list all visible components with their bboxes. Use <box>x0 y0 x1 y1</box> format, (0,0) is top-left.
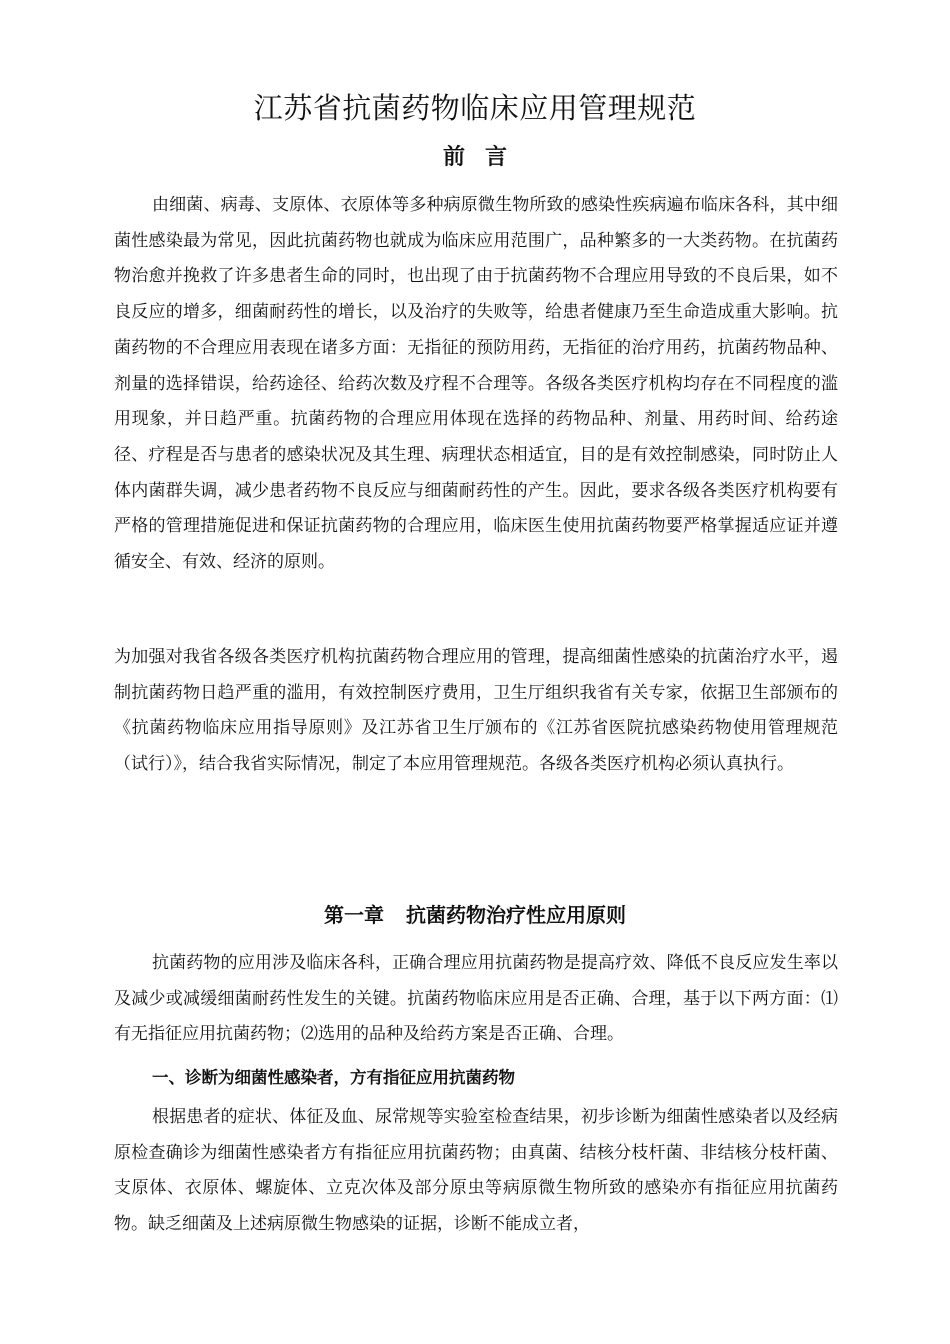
section-heading: 一、诊断为细菌性感染者，方有指征应用抗菌药物 <box>152 1068 515 1087</box>
preface-heading: 前言 <box>442 145 527 170</box>
section-paragraph: 根据患者的症状、体征及血、尿常规等实验室检查结果，初步诊断为细菌性感染者以及经病原检查确诊为细菌性感染者方有指征应用抗菌药物；由真菌、结核分枝杆菌、非结核分枝杆菌、支原体、衣原体、螺旋体、立克次体及部分原虫等病原微生物所致的感染亦有指征应用抗菌药物。缺乏细菌及上述病原微生物感染的证据，诊断不能成立者， <box>114 1107 838 1235</box>
chapter-heading <box>0 897 950 933</box>
document-title: 江苏省抗菌药物临床应用管理规范 <box>253 91 697 125</box>
chapter-title: 抗菌药物治疗性应用原则 <box>406 903 626 927</box>
preface-paragraph-2: 为加强对我省各级各类医疗机构抗菌药物合理应用的管理，提高细菌性感染的抗菌治疗水平，遏制抗菌药物日趋严重的滥用，有效控制医疗费用，卫生厅组织我省有关专家，依据卫生部颁布的《抗菌药物临床应用指导原则》及江苏省卫生厅颁布的《江苏省医院抗感染药物使用管理规范（试行）》，结合我省实际情况，制定了本应用管理规范。各级各类医疗机构必须认真执行。 <box>114 647 838 775</box>
chapter-intro-paragraph: 抗菌药物的应用涉及临床各科，正确合理应用抗菌药物是提高疗效、降低不良反应发生率以及减少或减缓细菌耐药性发生的关键。抗菌药物临床应用是否正确、合理，基于以下两方面：⑴有无指征应用抗菌药物；⑵选用的品种及给药方案是否正确、合理。 <box>114 953 838 1045</box>
chapter-number: 第一章 <box>324 903 384 927</box>
preface-paragraph-1: 由细菌、病毒、支原体、衣原体等多种病原微生物所致的感染性疾病遍布临床各科，其中细菌性感染最为常见，因此抗菌药物也就成为临床应用范围广，品种繁多的一大类药物。在抗菌药物治愈并挽救了许多患者生命的同时，也出现了由于抗菌药物不合理应用导致的不良后果，如不良反应的增多，细菌耐药性的增长，以及治疗的失败等，给患者健康乃至生命造成重大影响。抗菌药物的不合理应用表现在诸多方面：无指征的预防用药，无指征的治疗用药，抗菌药物品种、剂量的选择错误，给药途径、给药次数及疗程不合理等。各级各类医疗机构均存在不同程度的滥用现象，并日趋严重。抗菌药物的合理应用体现在选择的药物品种、剂量、用药时间、给药途径、疗程是否与患者的感染状况及其生理、病理状态相适宜，目的是有效控制感染，同时防止人体内菌群失调，减少患者药物不良反应与细菌耐药性的产生。因此，要求各级各类医疗机构要有严格的管理措施促进和保证抗菌药物的合理应用，临床医生使用抗菌药物要严格掌握适应证并遵循安全、有效、经济的原则。 <box>114 195 838 573</box>
